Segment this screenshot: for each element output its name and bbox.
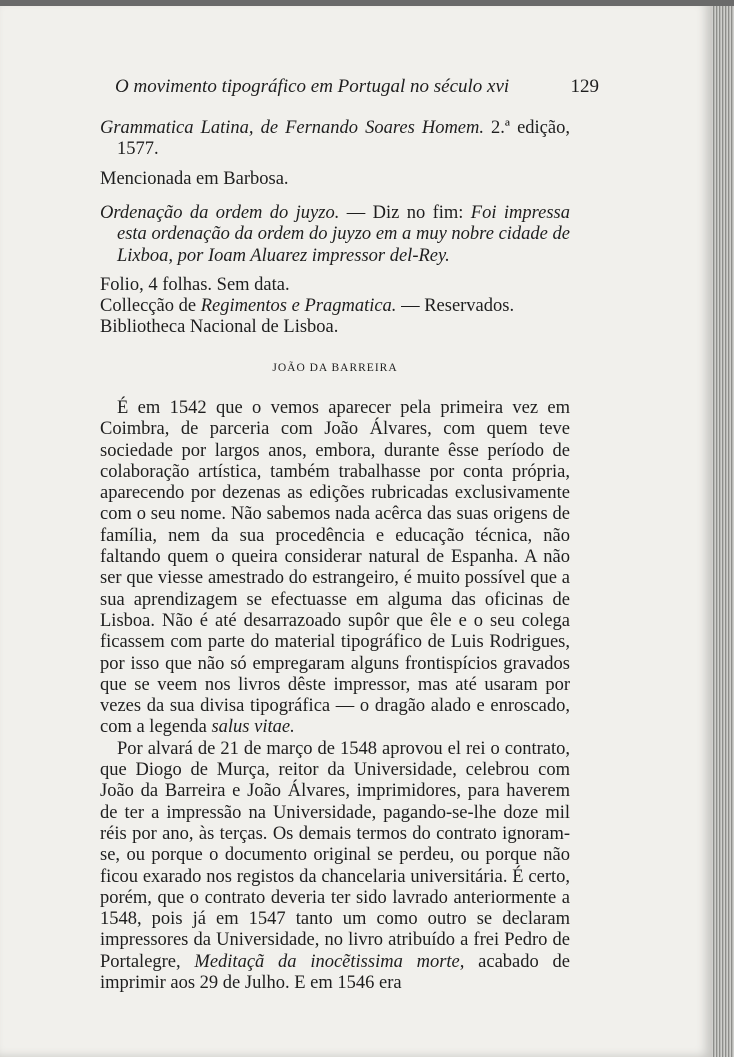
- top-edge: [0, 0, 734, 6]
- paragraph-1: É em 1542 que o vemos aparecer pela primeira vez em Coimbra, de parceria com João Álvares, com quem teve sociedade por largos anos, embora, durante êsse período de colaboração artística, também trabalhasse por conta própria, aparecendo por dezenas as edições rubricadas exclusivamente com o seu nome. Não sabemos nada acêrca das suas origens de família, nem da sua procedência e educação técnica, não faltando quem o queira considerar natural de Espanha. A não ser que viesse amestrado do estrangeiro, é muito possível que a sua aprendizagem se efectuasse em alguma das oficinas de Lisboa. Não é até desarrazoado supôr que êle e o seu colega ficassem com parte do material tipográfico de Luis Rodrigues, por isso que não só empregaram alguns frontispícios gravados que se veem nos livros dêste impressor, mas até usaram por vezes da sua divisa tipográfica — o dragão alado e enroscado, com a legenda salus vitae.: [100, 398, 570, 738]
- running-header: [115, 72, 599, 102]
- page-number: 129: [570, 76, 599, 97]
- entry-ordenacao-library: Bibliotheca Nacional de Lisboa.: [100, 317, 339, 338]
- colophon-text: Foi impressa esta ordenação da ordem do juyzo em a muy nobre cidade de Lixboa, por Ioam Aluarez impressor del-Rey.: [117, 203, 570, 266]
- entry-ordenacao-title: Ordenação da ordem do juyzo. — Diz no fim: Foi impressa esta ordenação da ordem do juyzo em a muy nobre cidade de Lixboa, por Ioam Aluarez impressor del-Rey.: [100, 203, 570, 266]
- page-edge: [712, 0, 734, 1057]
- body-text: [100, 398, 570, 994]
- entry-grammatica-title: Grammatica Latina, de Fernando Soares Homem. 2.ª edição, 1577.: [100, 118, 570, 160]
- entry-grammatica-note: Mencionada em Barbosa.: [100, 168, 289, 189]
- running-title: O movimento tipográfico em Portugal no século xvi: [115, 76, 510, 97]
- section-heading: JOÃO DA BARREIRA: [272, 362, 398, 374]
- entry-ordenacao: [100, 203, 570, 339]
- paragraph-2: Por alvará de 21 de março de 1548 aprovou el rei o contrato, que Diogo de Murça, reitor da Universidade, celebrou com João da Barreira e João Álvares, imprimidores, para haverem de ter a impressão na Universidade, pagando-se-lhe doze mil réis por ano, às terças. Os demais termos do contrato ignoram-se, ou porque o documento original se perdeu, ou porque não ficou exarado nos registos da chancelaria universitária. É certo, porém, que o contrato deveria ter sido lavrado anteriormente a 1548, pois já em 1547 tanto um como outro se declaram impressores da Universidade, no livro atribuído a frei Pedro de Portalegre, Meditaçã da inocẽtissima morte, acabado de imprimir aos 29 de Julho. E em 1546 era: [100, 738, 570, 994]
- entry-grammatica: [100, 118, 570, 190]
- entry-ordenacao-format: Folio, 4 folhas. Sem data.: [100, 274, 290, 295]
- entry-ordenacao-collection: Collecção de Regimentos e Pragmatica. — Reservados.: [100, 296, 515, 317]
